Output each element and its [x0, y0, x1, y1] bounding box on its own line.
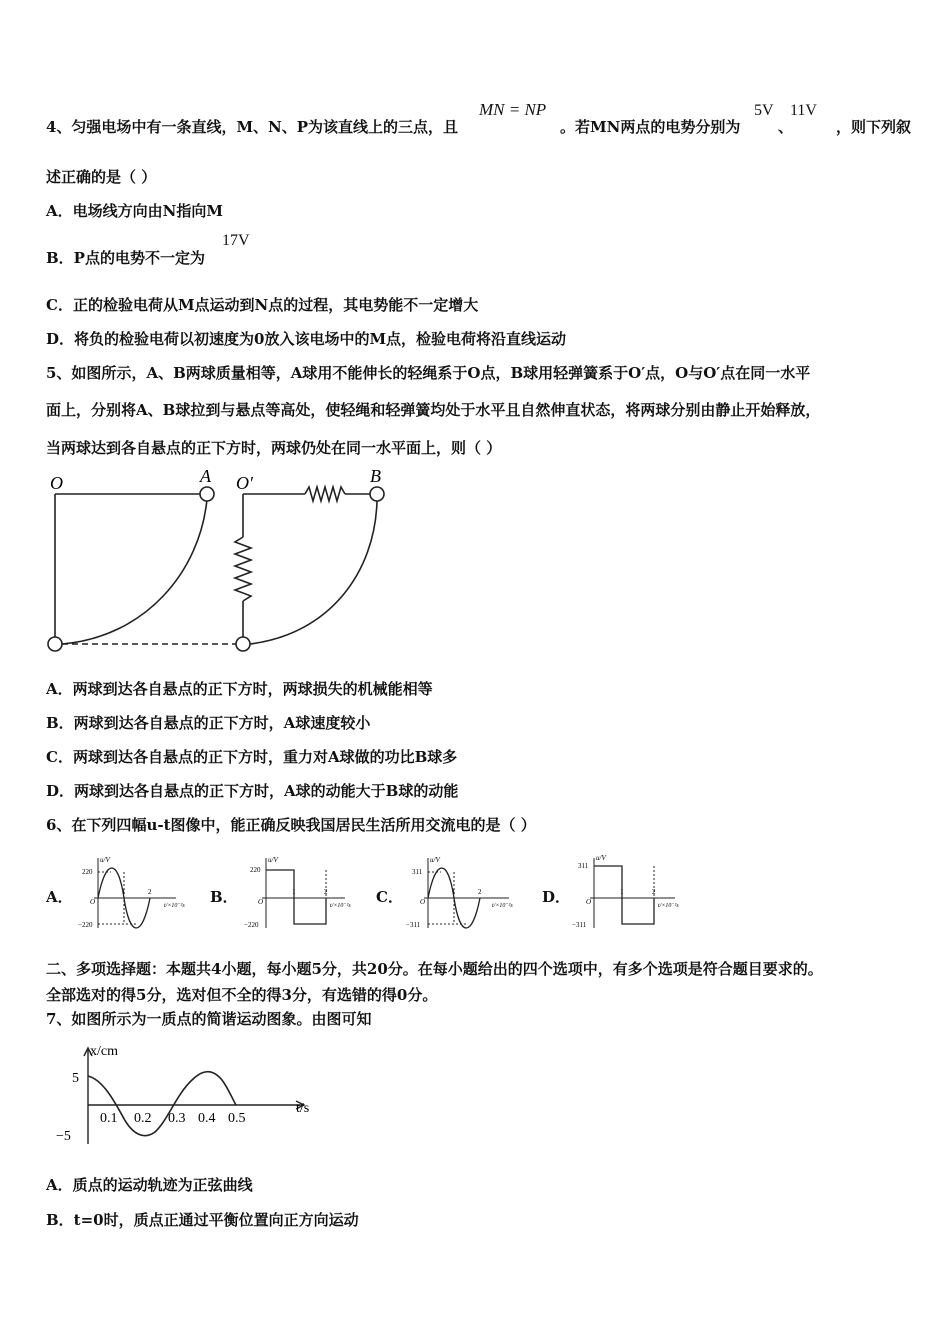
svg-text:t/×10⁻²s: t/×10⁻²s: [658, 903, 679, 909]
svg-text:311: 311: [412, 868, 423, 876]
section2-line2: 全部选对的得5分，选对但不全的得3分，有选错的得0分。: [46, 986, 438, 1004]
svg-text:2: 2: [652, 888, 656, 896]
svg-text:2: 2: [148, 888, 152, 896]
section2-line1: 二、多项选择题：本题共4小题，每小题5分，共20分。在每小题给出的四个选项中，有多个选项是符合题目要求的。: [46, 960, 823, 978]
q7-option-a: A．质点的运动轨迹为正弦曲线: [46, 1176, 253, 1194]
q6-option-d-label: D．: [542, 888, 571, 906]
q4-line1b: [560, 116, 740, 137]
q6-graph-c: [404, 852, 519, 932]
q5-spring-vertical: [235, 537, 251, 601]
q5-option-d: D．两球到达各自悬点的正下方时，A球的动能大于B球的动能: [46, 782, 459, 800]
q5-option-b: B．两球到达各自悬点的正下方时，A球速度较小: [46, 714, 371, 732]
svg-text:311: 311: [578, 862, 589, 870]
svg-text:220: 220: [82, 868, 93, 876]
q7-tick-03: 0.3: [168, 1111, 186, 1126]
q4-option-d: D．将负的检验电荷以初速度为0放入该电场中的M点，检验电荷将沿直线运动: [46, 330, 567, 348]
svg-text:1: 1: [292, 888, 296, 896]
q4-text-part2: 。若MN两点的电势分别为: [560, 118, 741, 136]
q4-sep: 、: [778, 118, 794, 136]
q7-ytop: 5: [72, 1071, 79, 1086]
q4-line2: 述正确的是（ ）: [46, 168, 157, 186]
q5-line2: 面上，分别将A、B球拉到与悬点等高处，使轻绳和轻弹簧均处于水平且自然伸直状态，将两球分别由静止开始释放，: [46, 401, 821, 419]
q6-graph-a: [76, 852, 186, 932]
q7-ylabel: x/cm: [90, 1044, 118, 1059]
svg-text:−311: −311: [406, 921, 421, 929]
svg-text:t/×10⁻²s: t/×10⁻²s: [330, 903, 351, 909]
q4-text-part3: ，则下列叙: [836, 118, 912, 136]
svg-text:t/×10⁻²s: t/×10⁻²s: [492, 903, 513, 909]
q4-option-b-value: 17V: [222, 232, 250, 249]
q7-tick-02: 0.2: [134, 1111, 152, 1126]
q5-option-c: C．两球到达各自悬点的正下方时，重力对A球做的功比B球多: [46, 748, 458, 766]
q5-label-o-prime: O′: [236, 473, 253, 493]
q5-spring-horizontal: [305, 487, 345, 501]
svg-text:−220: −220: [244, 921, 259, 929]
svg-text:2: 2: [478, 888, 482, 896]
q4-potential-n: 11V: [790, 102, 817, 119]
q5-ball-b-bottom: [236, 637, 250, 651]
svg-text:O: O: [258, 898, 264, 906]
q5-arc-a: [62, 499, 207, 644]
svg-text:−311: −311: [572, 921, 587, 929]
q5-arc-b: [250, 501, 377, 644]
svg-text:u/V: u/V: [430, 856, 440, 864]
q4-text-part1: 4、匀强电场中有一条直线，M、N、P为该直线上的三点，且: [46, 118, 459, 136]
q4-line1: [46, 116, 458, 137]
q7-xlabel: t/s: [296, 1101, 310, 1116]
q7-tick-04: 0.4: [198, 1111, 216, 1126]
q5-ball-b-top: [370, 487, 384, 501]
q5-line3: 当两球达到各自悬点的正下方时，两球仍处在同一水平面上，则（ ）: [46, 439, 502, 457]
q7-option-b: B．t=0时，质点正通过平衡位置向正方向运动: [46, 1211, 359, 1229]
q4-option-a: A．电场线方向由N指向M: [46, 202, 223, 220]
svg-text:1: 1: [452, 888, 456, 896]
q7-tick-05: 0.5: [228, 1111, 246, 1126]
svg-text:−220: −220: [78, 921, 93, 929]
svg-text:220: 220: [250, 866, 261, 874]
svg-text:u/V: u/V: [268, 856, 278, 864]
svg-text:O: O: [420, 898, 426, 906]
svg-text:O: O: [586, 898, 592, 906]
q7-stem: 7、如图所示为一质点的简谐运动图象。由图可知: [46, 1010, 372, 1028]
svg-text:1: 1: [122, 888, 126, 896]
svg-text:u/V: u/V: [596, 854, 606, 862]
q7-figure: [52, 1040, 332, 1150]
q5-ball-a-bottom: [48, 637, 62, 651]
q5-label-b: B: [370, 466, 381, 486]
svg-text:t/×10⁻²s: t/×10⁻²s: [164, 903, 185, 909]
q5-line1: 5、如图所示，A、B两球质量相等，A球用不能伸长的轻绳系于O点，B球用轻弹簧系于O′点，O与O′点在同一水平: [46, 364, 811, 382]
q6-option-a-label: A．: [46, 888, 73, 906]
svg-text:O: O: [90, 898, 96, 906]
q6-graph-d: [570, 852, 685, 932]
q5-label-o: O: [50, 473, 63, 493]
q4-option-c: C．正的检验电荷从M点运动到N点的过程，其电势能不一定增大: [46, 296, 479, 314]
q6-graph-b: [240, 852, 355, 932]
q4-option-b: B．P点的电势不一定为: [46, 249, 205, 267]
q6-stem: 6、在下列四幅u-t图像中，能正确反映我国居民生活所用交流电的是（ ）: [46, 816, 536, 834]
q4-math-mn-np: MN = NP: [479, 100, 547, 119]
q7-ybottom: −5: [56, 1129, 71, 1144]
q6-option-c-label: C．: [376, 888, 403, 906]
svg-text:u/V: u/V: [100, 856, 110, 864]
q5-ball-a-top: [200, 487, 214, 501]
q5-option-a: A．两球到达各自悬点的正下方时，两球损失的机械能相等: [46, 680, 433, 698]
q7-curve: [88, 1072, 236, 1136]
q5-figure: [40, 462, 400, 662]
q4-potential-m: 5V: [754, 102, 774, 119]
q5-label-a: A: [200, 466, 211, 486]
q6-option-b-label: B．: [210, 888, 238, 906]
q4-line1c: [836, 116, 911, 137]
svg-text:1: 1: [620, 888, 624, 896]
svg-text:2: 2: [324, 888, 328, 896]
q7-tick-01: 0.1: [100, 1111, 118, 1126]
